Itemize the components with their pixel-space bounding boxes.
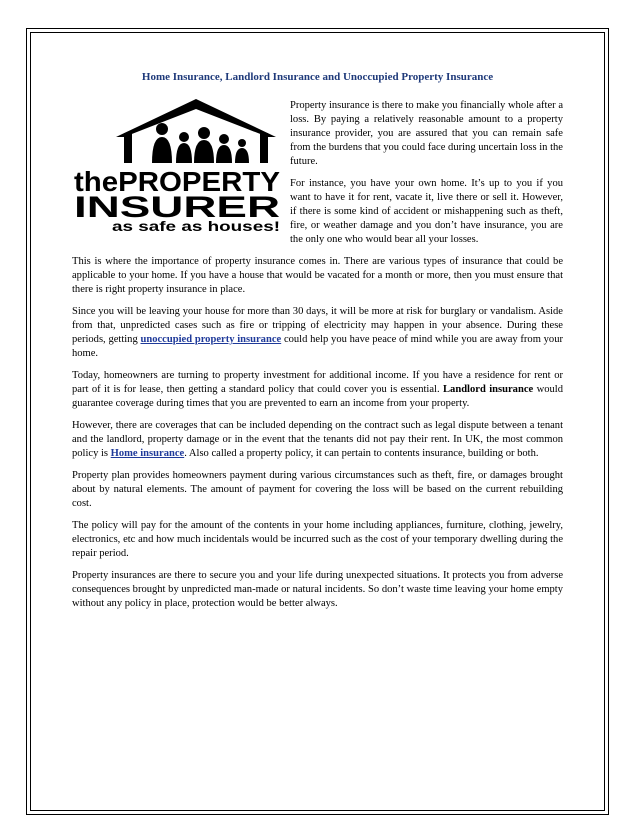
paragraph-9: Property insurances are there to secure you and your life during unexpected situations. It protects you from adverse consequences brought by unpredicted man-made or natural incidents. So don’t waste time leaving your home empty without any policy in place, protection would be better always.	[72, 570, 563, 609]
logo-line2: INSURER	[74, 191, 281, 224]
paragraph-5	[72, 369, 563, 411]
p5-text-after: would guarantee coverage during times that you are prevented to earn an income from your property.	[72, 384, 563, 409]
home-insurance-link[interactable]: Home insurance	[110, 448, 185, 459]
document-title: Home Insurance, Landlord Insurance and Unoccupied Property Insurance	[141, 71, 494, 83]
paragraph-7: Property plan provides homeowners payment during various circumstances such as theft, fire, or damages brought about by natural elements. The amount of payment for covering the loss will be based on the current rebuilding cost.	[72, 470, 563, 509]
paragraph-4	[72, 305, 563, 361]
paragraph-8: The policy will pay for the amount of the contents in your home including appliances, furniture, clothing, jewelry, electronics, etc and how much incidentals would be incurred such as the cost of your temporary dwelling during the repair period.	[72, 520, 563, 559]
logo-tagline: as safe as houses!	[112, 218, 280, 233]
paragraph-2: For instance, you have your own home. It’s up to you if you want to have it for rent, vacate it, live there or sell it. However, if there is some kind of accident or mishappening such as theft, fire, or weather damage and you don’t have insurance, you are the only one who would bear all your losses.	[290, 178, 563, 245]
p5-text-before: Today, homeowners are turning to property investment for additional income. If you have a residence for rent or part of it is for lease, then getting a standard policy that could cover you is essential.	[72, 370, 563, 395]
paragraph-3: This is where the importance of property insurance comes in. There are various types of insurance that could be applicable to your home. If you have a house that would be vacated for a month or more, then you must ensure that there is right property insurance in place.	[72, 256, 563, 295]
property-insurer-logo	[72, 99, 284, 233]
p4-text-after: could help you have peace of mind while you are away from your home.	[72, 334, 563, 359]
paragraph-1: Property insurance is there to make you financially whole after a loss. By paying a relatively reasonable amount to a property insurance provider, you are assured that you can remain safe from the burdens that you could face during uncertain loss in the future.	[290, 100, 563, 167]
paragraph-6	[72, 419, 563, 461]
logo-line1: thePROPERTY	[74, 166, 281, 197]
p6-text-before: However, there are coverages that can be included depending on the contract such as legal dispute between a tenant and the landlord, property damage or in the event that the tenants did not pay their rent. In UK, the most common policy is	[72, 420, 563, 459]
p4-text-before: Since you will be leaving your house for more than 30 days, it will be more at risk for burglary or vandalism. Aside from that, unpredicted cases such as fire or tripping of electricity may happen in your absence. During these periods, getting	[72, 306, 563, 345]
document-body	[72, 70, 563, 619]
p6-text-after: . Also called a property policy, it can pertain to contents insurance, building or both.	[184, 448, 539, 459]
landlord-insurance-term: Landlord insurance	[443, 384, 534, 395]
unoccupied-property-insurance-link[interactable]: unoccupied property insurance	[140, 334, 282, 345]
